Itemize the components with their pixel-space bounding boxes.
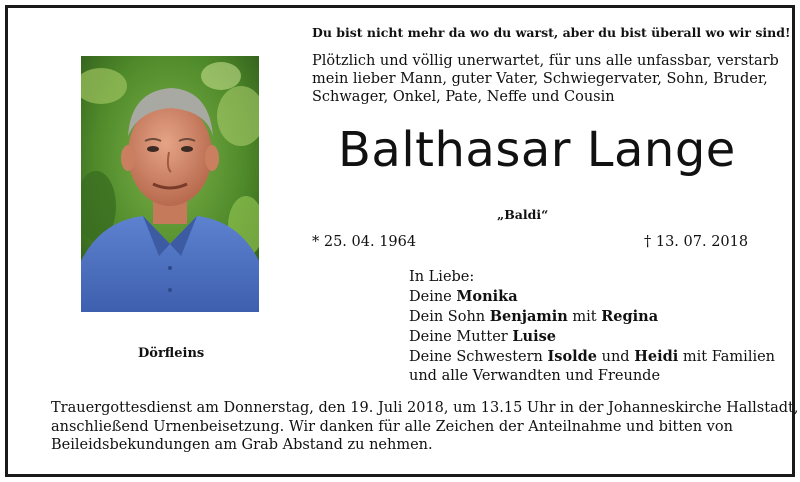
nickname: „Baldi“ [497,207,549,222]
intro-line: mein lieber Mann, guter Vater, Schwiegervater, Sohn, Bruder, [312,71,768,87]
service-line: Beileidsbekundungen am Grab Abstand zu nehmen. [51,437,433,453]
mourners-list [409,268,775,386]
motto-quote: Du bist nicht mehr da wo du warst, aber du bist überall wo wir sind! [312,25,791,40]
portrait-photo [81,56,259,312]
death-date: † 13. 07. 2018 [644,234,749,250]
service-line: Trauergottesdienst am Donnerstag, den 19. Juli 2018, um 13.15 Uhr in der Johanneskirche Hallstadt, [51,400,799,416]
service-line: anschließend Urnenbeisetzung. Wir danken für alle Zeichen der Anteilnahme und bitten von [51,418,733,435]
mourner-line: Deine Schwestern Isolde und Heidi mit Familien [409,348,776,365]
birth-date: * 25. 04. 1964 [312,234,417,250]
intro-line: Schwager, Onkel, Pate, Neffe und Cousin [312,89,615,105]
mourner-line: Deine Mutter Luise [409,328,556,345]
mourners-heading: In Liebe: [409,269,475,285]
mourner-line: Deine Monika [409,288,518,305]
intro-line: Plötzlich und völlig unerwartet, für uns alle unfassbar, verstarb [312,53,779,69]
deceased-name: Balthasar Lange [338,122,736,178]
mourner-line: und alle Verwandten und Freunde [409,368,661,384]
intro-text [312,52,779,106]
place-name: Dörfleins [138,346,205,361]
mourner-line: Dein Sohn Benjamin mit Regina [409,308,659,325]
service-info [51,399,798,455]
